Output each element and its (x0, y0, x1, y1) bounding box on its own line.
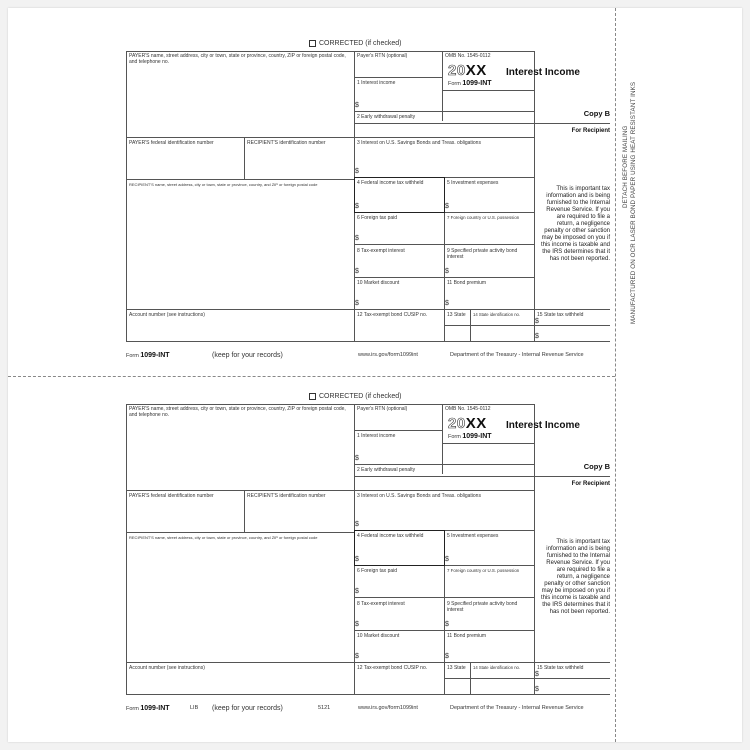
footer-keep: (keep for your records) (212, 705, 283, 712)
payer-rtn-label: Payer's RTN (optional) (357, 53, 408, 59)
form-number-value: 1099-INT (462, 80, 492, 87)
box13-label: 13 State (447, 312, 466, 318)
payer-name-label: PAYER'S name, street address, city or town, state or province, country, ZIP or foreign postal code, and telephone no. (129, 406, 346, 418)
box9-label: 9 Specified private activity bond interest (447, 601, 518, 613)
form-1099-int-bottom (126, 393, 610, 713)
box11-dollar: $ (445, 300, 449, 307)
account-number-label: Account number (see instructions) (129, 665, 205, 671)
box11-label: 11 Bond premium (447, 633, 487, 639)
box15-dollar-2: $ (535, 686, 539, 693)
box9-label: 9 Specified private activity bond interest (447, 248, 518, 260)
detach-text: DETACH BEFORE MAILING (622, 125, 629, 208)
box14-label: 14 State identification no. (473, 665, 521, 670)
manufactured-text: MANUFACTURED ON OCR LASER BOND PAPER USING HEAT RESISTANT INKS (630, 81, 637, 324)
form-sheet (8, 8, 742, 742)
footer-dept: Department of the Treasury - Internal Revenue Service (450, 705, 584, 711)
omb-number: OMB No. 1545-0112 (445, 406, 491, 412)
corrected-checkbox[interactable] (309, 40, 316, 47)
footer-form-number (126, 352, 170, 359)
for-recipient-label: For Recipient (571, 128, 610, 134)
box6-dollar: $ (355, 588, 359, 595)
box15-dollar-2: $ (535, 333, 539, 340)
recipient-name-label: RECIPIENT'S name, street address, city or town, state or province, country, and ZIP or foreign postal code (129, 182, 318, 187)
box2-label: 2 Early withdrawal penalty (357, 467, 416, 473)
copy-label: Copy B (583, 109, 610, 118)
box7-label: 7 Foreign country or U.S. possession (447, 215, 520, 220)
box8-dollar: $ (355, 621, 359, 628)
box6-label: 6 Foreign tax paid (357, 568, 398, 574)
box12-label: 12 Tax-exempt bond CUSIP no. (357, 665, 428, 671)
box5-label: 5 Investment expenses (447, 180, 499, 186)
box12-label: 12 Tax-exempt bond CUSIP no. (357, 312, 428, 318)
form-title: Interest Income (506, 420, 580, 431)
tax-year (448, 415, 487, 432)
box9-dollar: $ (445, 621, 449, 628)
box4-label: 4 Federal income tax withheld (357, 180, 424, 186)
payer-tin-label: PAYER'S federal identification number (129, 140, 214, 146)
box15-dollar-1: $ (535, 318, 539, 325)
box5-label: 5 Investment expenses (447, 533, 499, 539)
side-instructions (620, 8, 646, 742)
footer-lib: LIB (190, 705, 199, 711)
box3-label: 3 Interest on U.S. Savings Bonds and Treas. obligations (357, 493, 481, 499)
box8-label: 8 Tax-exempt interest (357, 601, 405, 607)
tax-year (448, 62, 487, 79)
box8-dollar: $ (355, 268, 359, 275)
corrected-label: CORRECTED (if checked) (319, 40, 402, 47)
form-1099-int-top (126, 40, 610, 360)
omb-number: OMB No. 1545-0112 (445, 53, 491, 59)
payer-tin-label: PAYER'S federal identification number (129, 493, 214, 499)
box15-label: 15 State tax withheld (537, 312, 584, 318)
copy-label: Copy B (583, 462, 610, 471)
year-prefix: 20 (448, 62, 466, 79)
box4-dollar: $ (355, 556, 359, 563)
box4-dollar: $ (355, 203, 359, 210)
box10-dollar: $ (355, 300, 359, 307)
box14-label: 14 State identification no. (473, 312, 521, 317)
corrected-checkbox[interactable] (309, 393, 316, 400)
recipient-name-label: RECIPIENT'S name, street address, city or town, state or province, country, and ZIP or foreign postal code (129, 535, 318, 540)
form-number (448, 433, 492, 440)
box1-label: 1 Interest income (357, 80, 396, 86)
account-number-label: Account number (see instructions) (129, 312, 205, 318)
footer-dept: Department of the Treasury - Internal Revenue Service (450, 352, 584, 358)
footer-form-number (126, 705, 170, 712)
box1-dollar: $ (355, 102, 359, 109)
payer-rtn-label: Payer's RTN (optional) (357, 406, 408, 412)
footer-url: www.irs.gov/form1099int (358, 705, 418, 711)
perforation-horizontal (8, 376, 615, 377)
box2-label: 2 Early withdrawal penalty (357, 114, 416, 120)
recipient-tin-label: RECIPIENT'S identification number (247, 493, 326, 499)
box7-label: 7 Foreign country or U.S. possession (447, 568, 520, 573)
footer-form-number-value: 1099-INT (140, 352, 170, 359)
payer-name-label: PAYER'S name, street address, city or town, state or province, country, ZIP or foreign postal code, and telephone no. (129, 53, 346, 65)
year-suffix: XX (465, 415, 487, 432)
box11-dollar: $ (445, 653, 449, 660)
perforation-vertical (615, 8, 616, 742)
box6-label: 6 Foreign tax paid (357, 215, 398, 221)
box5-dollar: $ (445, 203, 449, 210)
box1-dollar: $ (355, 455, 359, 462)
for-recipient-label: For Recipient (571, 481, 610, 487)
box3-label: 3 Interest on U.S. Savings Bonds and Treas. obligations (357, 140, 481, 146)
box9-dollar: $ (445, 268, 449, 275)
box13-label: 13 State (447, 665, 466, 671)
year-prefix: 20 (448, 415, 466, 432)
box10-label: 10 Market discount (357, 633, 400, 639)
year-suffix: XX (465, 62, 487, 79)
corrected-checkbox-row[interactable] (309, 40, 401, 47)
footer-url: www.irs.gov/form1099int (358, 352, 418, 358)
box15-label: 15 State tax withheld (537, 665, 584, 671)
footer-form-number-value: 1099-INT (140, 705, 170, 712)
footer-form-label: Form (126, 353, 139, 359)
box10-label: 10 Market discount (357, 280, 400, 286)
box15-dollar-1: $ (535, 671, 539, 678)
box8-label: 8 Tax-exempt interest (357, 248, 405, 254)
box3-dollar: $ (355, 521, 359, 528)
form-number-value: 1099-INT (462, 433, 492, 440)
footer-keep: (keep for your records) (212, 352, 283, 359)
form-number (448, 80, 492, 87)
box6-dollar: $ (355, 235, 359, 242)
box3-dollar: $ (355, 168, 359, 175)
corrected-checkbox-row[interactable] (309, 393, 401, 400)
box5-dollar: $ (445, 556, 449, 563)
footer-code: 5121 (318, 705, 331, 711)
recipient-tin-label: RECIPIENT'S identification number (247, 140, 326, 146)
footer-form-label: Form (126, 706, 139, 712)
notice-text: This is important tax information and is being furnished to the Internal Revenue Service. If you are required to file a return, a negligence penalty or other sanction may be imposed on you if this income is taxable and the IRS determines that it has not been reported. (540, 186, 610, 262)
form-label: Form (448, 81, 461, 87)
box11-label: 11 Bond premium (447, 280, 487, 286)
box1-label: 1 Interest income (357, 433, 396, 439)
corrected-label: CORRECTED (if checked) (319, 393, 402, 400)
box4-label: 4 Federal income tax withheld (357, 533, 424, 539)
form-title: Interest Income (506, 67, 580, 78)
box10-dollar: $ (355, 653, 359, 660)
notice-text: This is important tax information and is being furnished to the Internal Revenue Service. If you are required to file a return, a negligence penalty or other sanction may be imposed on you if this income is taxable and the IRS determines that it has not been reported. (540, 539, 610, 615)
form-label: Form (448, 434, 461, 440)
